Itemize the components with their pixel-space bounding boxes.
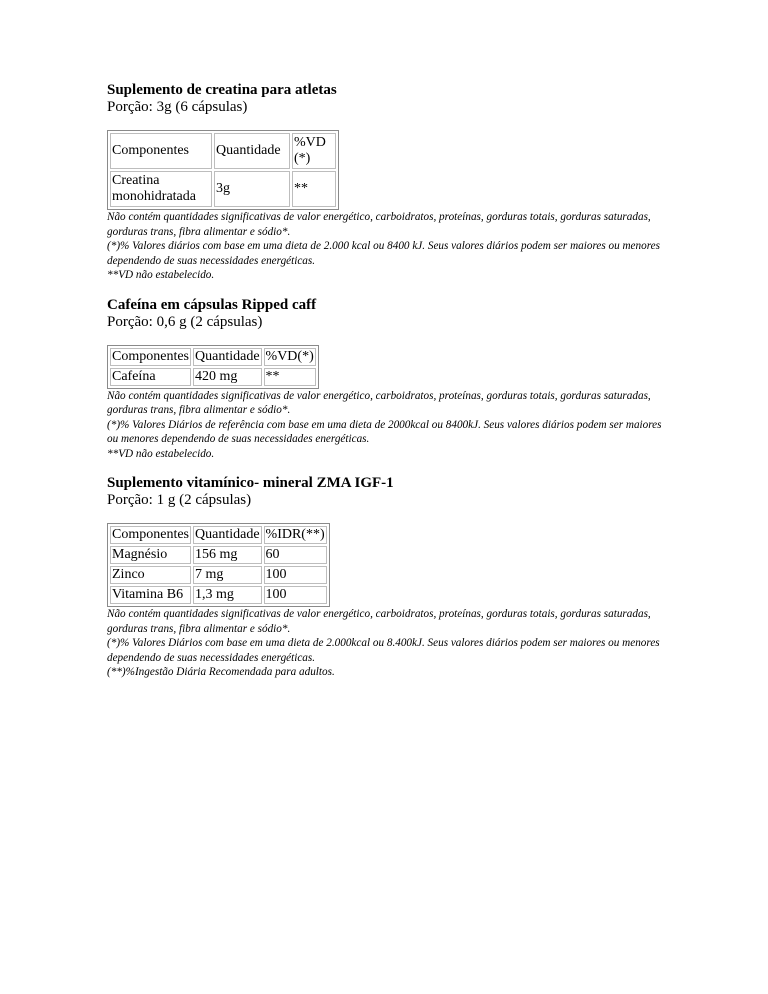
table-cell: Magnésio bbox=[110, 546, 191, 564]
table-header-cell: Componentes bbox=[110, 133, 212, 169]
table-cell: Zinco bbox=[110, 566, 191, 584]
table-header-cell: Quantidade bbox=[195, 348, 260, 364]
table-header-cell: %VD (*) bbox=[292, 133, 336, 169]
nutrition-table bbox=[107, 345, 319, 389]
section-title: Suplemento de creatina para atletas bbox=[107, 82, 337, 98]
table-header-cell: Quantidade bbox=[214, 133, 290, 169]
table-header-cell: %IDR(**) bbox=[265, 527, 325, 542]
footnote: (*)% Valores diários com base em uma dieta de 2.000 kcal ou 8400 kJ. Seus valores diários podem ser maiores ou menores dependendo de suas necessidades energéticas. bbox=[107, 240, 660, 267]
table-cell: 1,3 mg bbox=[193, 586, 262, 604]
document-page bbox=[107, 82, 667, 680]
footnote: Não contém quantidades significativas de valor energético, carboidratos, proteínas, gorduras totais, gorduras saturadas, gorduras trans, fibra alimentar e sódio*. bbox=[107, 608, 651, 635]
nutrition-table bbox=[107, 130, 339, 210]
footnote: Não contém quantidades significativas de valor energético, carboidratos, proteínas, gorduras totais, gorduras saturadas, gorduras trans, fibra alimentar e sódio*. bbox=[107, 211, 651, 238]
section-title: Cafeína em cápsulas Ripped caff bbox=[107, 296, 317, 313]
section-cafeina bbox=[107, 297, 667, 462]
table-header-row bbox=[110, 526, 327, 544]
section-zma bbox=[107, 475, 667, 680]
section-creatina bbox=[107, 82, 667, 283]
section-title: Suplemento vitamínico- mineral ZMA IGF-1 bbox=[107, 475, 394, 491]
table-cell: 100 bbox=[264, 586, 327, 604]
footnote: (**)%Ingestão Diária Recomendada para adultos. bbox=[107, 666, 335, 678]
table-cell: 7 mg bbox=[193, 566, 262, 584]
table-header-cell: Quantidade bbox=[195, 527, 260, 542]
portion-text: Porção: 3g (6 cápsulas) bbox=[107, 99, 248, 115]
portion-text: Porção: 1 g (2 cápsulas) bbox=[107, 492, 252, 508]
table-cell: Creatina monohidratada bbox=[110, 171, 212, 207]
table-row bbox=[110, 546, 327, 564]
table-cell: 60 bbox=[264, 546, 327, 564]
table-cell: ** bbox=[264, 368, 316, 386]
table-cell: 3g bbox=[214, 171, 290, 207]
table-cell: 420 mg bbox=[193, 368, 262, 386]
table-cell: Vitamina B6 bbox=[110, 586, 191, 604]
table-row bbox=[110, 586, 327, 604]
table-header-row bbox=[110, 133, 336, 169]
table-header-cell: Componentes bbox=[112, 348, 189, 364]
table-row bbox=[110, 368, 316, 386]
table-header-cell: %VD(*) bbox=[265, 348, 314, 364]
table-row bbox=[110, 171, 336, 207]
portion-text: Porção: 0,6 g (2 cápsulas) bbox=[107, 313, 263, 330]
table-cell: 100 bbox=[264, 566, 327, 584]
table-header-row bbox=[110, 348, 316, 366]
table-header-cell: Componentes bbox=[112, 527, 189, 542]
nutrition-table bbox=[107, 523, 330, 607]
table-cell: Cafeína bbox=[110, 368, 191, 386]
footnote: **VD não estabelecido. bbox=[107, 447, 215, 460]
table-cell: 156 mg bbox=[193, 546, 262, 564]
table-row bbox=[110, 566, 327, 584]
footnote: **VD não estabelecido. bbox=[107, 269, 215, 281]
table-cell: ** bbox=[292, 171, 336, 207]
footnote: (*)% Valores Diários de referência com base em uma dieta de 2000kcal ou 8400kJ. Seus valores diários podem ser maiores ou menores dependendo de suas necessidades energéticas. bbox=[107, 418, 662, 445]
footnote: (*)% Valores Diários com base em uma dieta de 2.000kcal ou 8.400kJ. Seus valores diários podem ser maiores ou menores dependendo de suas necessidades energéticas. bbox=[107, 637, 660, 664]
footnote: Não contém quantidades significativas de valor energético, carboidratos, proteínas, gorduras totais, gorduras saturadas, gorduras trans, fibra alimentar e sódio*. bbox=[107, 389, 651, 416]
